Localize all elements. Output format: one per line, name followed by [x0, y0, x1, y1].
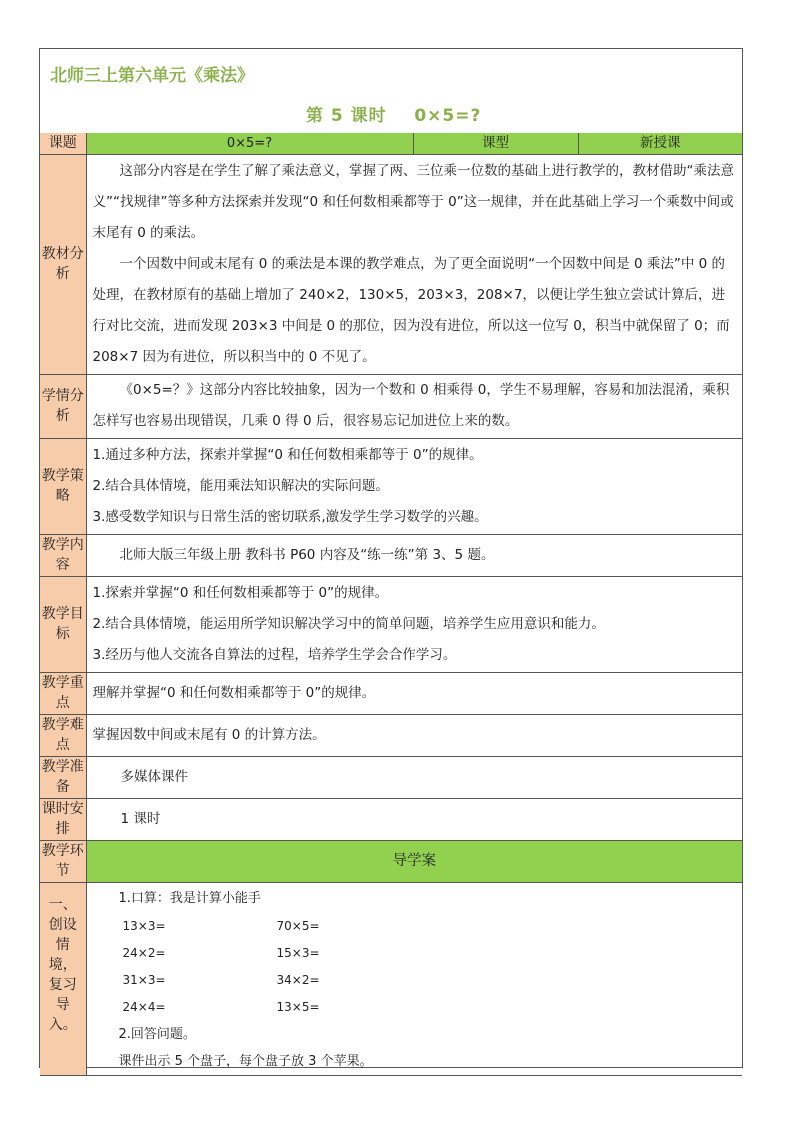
content-row [40, 534, 742, 576]
goal-item: 1.探索并掌握“0 和任何数相乘都等于 0”的规律。 [92, 584, 389, 601]
difficult-text: 掌握因数中间或末尾有 0 的计算方法。 [92, 726, 326, 743]
calc-row [87, 913, 743, 940]
type-label: 课型 [413, 133, 578, 154]
textbook-paragraph-1: 这部分内容是在学生了解了乘法意义，掌握了两、三位乘一位数的基础上进行教学的，教材借助“乘法意义”“找规律”等多种方法探索并发现“0 和任何数相乘都等于 0”这一规律，并在此基础上学习一个乘数中间或末尾有 0 的乘法。 [92, 162, 734, 241]
process-header: 导学案 [86, 840, 742, 882]
lesson-table [40, 133, 742, 1076]
calc-item: 24×2= [122, 945, 166, 960]
strategy-label: 教学策略 [40, 438, 86, 534]
hours-label: 课时安排 [40, 798, 86, 840]
strategy-item: 3.感受数学知识与日常生活的密切联系,激发学生学习数学的兴趣。 [92, 508, 488, 525]
textbook-label: 教材分析 [40, 154, 86, 374]
calc-item: 13×3= [122, 918, 166, 933]
calc-row [87, 994, 743, 1021]
learning-cell [86, 374, 742, 438]
goal-item: 3.经历与他人交流各自算法的过程，培养学生学会合作学习。 [92, 646, 457, 663]
prep-row [40, 756, 742, 798]
process-row [40, 840, 742, 882]
calc-item: 34×2= [276, 972, 320, 987]
content-cell [86, 534, 742, 576]
difficult-cell [86, 714, 742, 756]
learning-paragraph: 《0×5=？》这部分内容比较抽象，因为一个数和 0 相乘得 0，学生不易理解，容易和加法混淆，乘积怎样写也容易出现错误，几乘 0 得 0 后，很容易忘记加进位上来的数。 [92, 382, 730, 429]
textbook-row [40, 154, 742, 374]
section1-label [40, 882, 86, 1075]
process-label: 教学环节 [40, 840, 86, 882]
calc-item: 24×4= [122, 999, 166, 1014]
strategy-item: 2.结合具体情境，能用乘法知识解决的实际问题。 [92, 477, 389, 494]
goals-row [40, 576, 742, 672]
key-cell [86, 672, 742, 714]
strategy-row [40, 438, 742, 534]
learning-row [40, 374, 742, 438]
section1-line2: 2.回答问题。 [118, 1026, 196, 1042]
key-label: 教学重点 [40, 672, 86, 714]
prep-cell [86, 756, 742, 798]
title-row [40, 49, 742, 134]
info-row [40, 133, 742, 154]
calc-row [87, 940, 743, 967]
section1-line3: 课件出示 5 个盘子，每个盘子放 3 个苹果。 [118, 1053, 373, 1069]
hours-row [40, 798, 742, 840]
textbook-cell [86, 154, 742, 374]
prep-text: 多媒体课件 [120, 768, 188, 785]
goals-label: 教学目标 [40, 576, 86, 672]
section1-cell [86, 882, 742, 1075]
calc-item: 13×5= [276, 999, 320, 1014]
key-text: 理解并掌握“0 和任何数相乘都等于 0”的规律。 [92, 684, 376, 701]
topic-label: 课题 [40, 133, 86, 154]
section1-label-text: 一、创设情境，复习导入。 [48, 896, 77, 1033]
calc-item: 70×5= [276, 918, 320, 933]
section1-line1: 1.口算：我是计算小能手 [118, 890, 261, 906]
content-text: 北师大版三年级上册 教科书 P60 内容及“练一练”第 3、5 题。 [119, 546, 495, 563]
strategy-cell [86, 438, 742, 534]
section1-row [40, 882, 742, 1075]
calc-item: 15×3= [276, 945, 320, 960]
hours-text: 1 课时 [120, 810, 161, 827]
topic-value: 0×5=? [86, 133, 413, 154]
key-row [40, 672, 742, 714]
sub-title: 第 5 课时 0×5=? [306, 106, 482, 126]
type-value: 新授课 [578, 133, 742, 154]
prep-label: 教学准备 [40, 756, 86, 798]
main-title: 北师三上第六单元《乘法》 [50, 66, 254, 86]
difficult-row [40, 714, 742, 756]
goals-cell [86, 576, 742, 672]
strategy-item: 1.通过多种方法，探索并掌握“0 和任何数相乘都等于 0”的规律。 [92, 446, 483, 463]
calc-item: 31×3= [122, 972, 166, 987]
content-label: 教学内容 [40, 534, 86, 576]
textbook-paragraph-2: 一个因数中间或末尾有 0 的乘法是本课的教学难点，为了更全面说明“一个因数中间是 0 乘法”中 0 的处理，在教材原有的基础上增加了 240×2，130×5，203×3，208×7，以便让学生独立尝试计算后，进行对比交流，进而发现 203×3 中间是 0 的那位，因为没有进位，所以这一位写 0，积当中就保留了 0；而 208×7 因为有进位，所以积当中的 0 不见了。 [92, 255, 730, 365]
hours-cell [86, 798, 742, 840]
goal-item: 2.结合具体情境，能运用所学知识解决学习中的简单问题，培养学生应用意识和能力。 [92, 615, 605, 632]
difficult-label: 教学难点 [40, 714, 86, 756]
calc-row [87, 967, 743, 994]
learning-label: 学情分析 [40, 374, 86, 438]
lesson-plan-sheet [39, 48, 743, 1068]
